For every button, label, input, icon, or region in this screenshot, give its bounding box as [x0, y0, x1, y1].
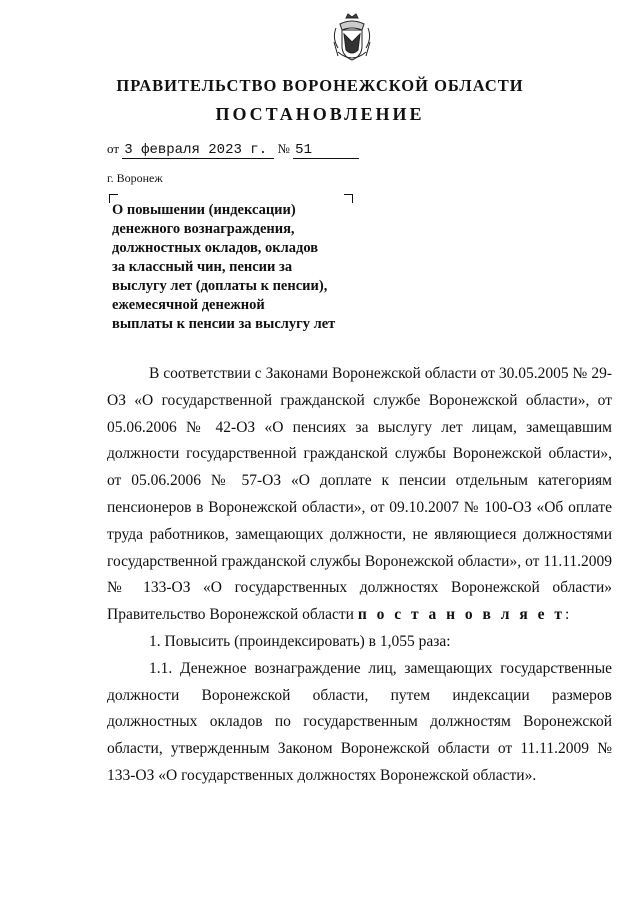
subject-line: О повышении (индексации): [112, 202, 296, 218]
government-name: ПРАВИТЕЛЬСТВО ВОРОНЕЖСКОЙ ОБЛАСТИ: [116, 76, 524, 95]
date-prefix: от: [107, 141, 120, 156]
document-type: ПОСТАНОВЛЕНИЕ: [215, 104, 425, 124]
document-date: 3 февраля 2023 г.: [122, 143, 274, 159]
preamble-text: В соответствии с Законами Воронежской области от 30.05.2005 № 29-ОЗ «О государственной гражданской службе Воронежской области», от 05.06.2006 № 42-ОЗ «О пенсиях за выслугу лет лицам, замещавшим должности государственной гражданской службы Воронежской области», от 05.06.2006 № 57-ОЗ «О доплате к пенсии отдельным категориям пенсионеров в Воронежской области», от 09.10.2007 № 100-ОЗ «Об оплате труда работников, замещающих должности, не являющиеся должностями государственной гражданской службы Воронежской области», от 11.11.2009 № 133-ОЗ «О государственных должностях Воронежской области» Правительство Воронежской области: [107, 365, 612, 624]
decrees-word: п о с т а н о в л я е т: [357, 606, 565, 624]
coat-of-arms-icon: [330, 12, 374, 68]
subject-line: выслугу лет (доплаты к пенсии),: [112, 278, 328, 294]
subject-line: за классный чин, пенсии за: [112, 259, 293, 275]
document-number: 51: [293, 143, 359, 159]
decrees-suffix: :: [565, 606, 570, 624]
subject-line: должностных окладов, окладов: [112, 240, 319, 256]
item-1-1: 1.1. Денежное вознаграждение лиц, замещающих государственные должности Воронежской области, путем индексации размеров должностных окладов по государственным должностям Воронежской области, утвержденным Законом Воронежской области от 11.11.2009 № 133-ОЗ «О государственных должностях Воронежской области».: [107, 659, 612, 784]
document-subject: [112, 201, 372, 334]
subject-line: выплаты к пенсии за выслугу лет: [112, 316, 336, 332]
city: г. Воронеж: [107, 171, 163, 185]
preamble-paragraph: [107, 361, 612, 629]
date-number-line: [107, 141, 359, 159]
subject-line: ежемесячной денежной: [112, 297, 265, 313]
number-prefix: №: [277, 141, 290, 156]
item-1: 1. Повысить (проиндексировать) в 1,055 раза:: [149, 632, 451, 650]
document-body: [107, 361, 612, 790]
subject-line: денежного вознаграждения,: [112, 221, 295, 237]
